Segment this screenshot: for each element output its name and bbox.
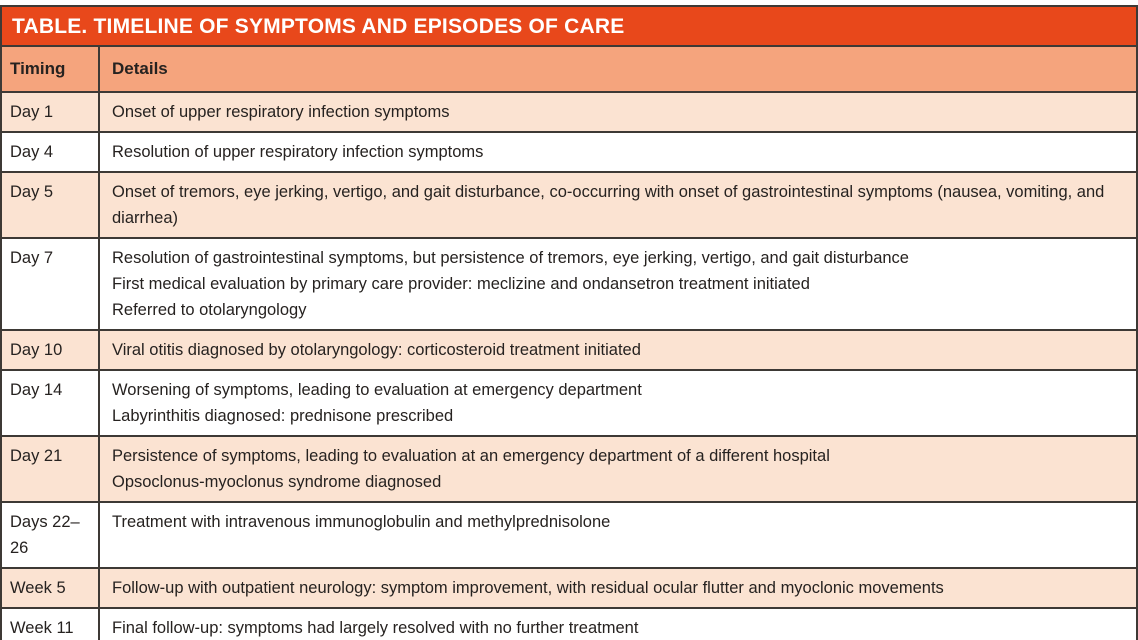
details-line: First medical evaluation by primary care provider: meclizine and ondansetron treatment initiated bbox=[112, 275, 810, 293]
table-row bbox=[2, 371, 1136, 437]
column-header-timing: Timing bbox=[2, 47, 100, 91]
timing-cell: Day 1 bbox=[2, 93, 100, 131]
details-line: Treatment with intravenous immunoglobulin and methylprednisolone bbox=[112, 513, 611, 531]
timeline-table bbox=[0, 5, 1138, 640]
details-cell bbox=[100, 331, 1136, 369]
details-line: Persistence of symptoms, leading to evaluation at an emergency department of a different hospital bbox=[112, 447, 830, 465]
details-line: Onset of tremors, eye jerking, vertigo, and gait disturbance, co-occurring with onset of gastrointestinal symptoms (nausea, vomiting, and diarrhea) bbox=[112, 183, 1105, 227]
timing-cell: Day 10 bbox=[2, 331, 100, 369]
table-row bbox=[2, 133, 1136, 173]
details-cell bbox=[100, 569, 1136, 607]
table-title: TABLE. TIMELINE OF SYMPTOMS AND EPISODES OF CARE bbox=[2, 7, 1136, 47]
table-row bbox=[2, 569, 1136, 609]
table-row bbox=[2, 239, 1136, 331]
table-header-row bbox=[2, 47, 1136, 93]
details-line: Onset of upper respiratory infection symptoms bbox=[112, 103, 450, 121]
details-cell bbox=[100, 371, 1136, 435]
timing-cell: Day 5 bbox=[2, 173, 100, 237]
details-cell bbox=[100, 173, 1136, 237]
column-header-details: Details bbox=[112, 59, 168, 78]
details-cell bbox=[100, 239, 1136, 329]
table-row bbox=[2, 331, 1136, 371]
details-line: Labyrinthitis diagnosed: prednisone prescribed bbox=[112, 407, 454, 425]
details-cell bbox=[100, 133, 1136, 171]
details-cell bbox=[100, 93, 1136, 131]
details-line: Resolution of upper respiratory infection symptoms bbox=[112, 143, 484, 161]
details-line: Referred to otolaryngology bbox=[112, 301, 307, 319]
table-row bbox=[2, 609, 1136, 640]
details-line: Final follow-up: symptoms had largely resolved with no further treatment bbox=[112, 619, 639, 637]
timing-cell: Day 7 bbox=[2, 239, 100, 329]
timing-cell: Days 22–26 bbox=[2, 503, 100, 567]
timing-cell: Day 4 bbox=[2, 133, 100, 171]
table-row bbox=[2, 93, 1136, 133]
details-cell bbox=[100, 503, 1136, 567]
details-cell bbox=[100, 437, 1136, 501]
table-row bbox=[2, 503, 1136, 569]
timing-cell: Week 5 bbox=[2, 569, 100, 607]
timing-cell: Week 11 bbox=[2, 609, 100, 640]
details-line: Resolution of gastrointestinal symptoms, but persistence of tremors, eye jerking, vertigo, and gait disturbance bbox=[112, 249, 909, 267]
details-line: Follow-up with outpatient neurology: symptom improvement, with residual ocular flutter and myoclonic movements bbox=[112, 579, 944, 597]
details-line: Opsoclonus-myoclonus syndrome diagnosed bbox=[112, 473, 442, 491]
details-line: Viral otitis diagnosed by otolaryngology: corticosteroid treatment initiated bbox=[112, 341, 641, 359]
details-line: Worsening of symptoms, leading to evaluation at emergency department bbox=[112, 381, 642, 399]
timing-cell: Day 21 bbox=[2, 437, 100, 501]
table-row bbox=[2, 173, 1136, 239]
table-row bbox=[2, 437, 1136, 503]
details-cell bbox=[100, 609, 1136, 640]
timing-cell: Day 14 bbox=[2, 371, 100, 435]
